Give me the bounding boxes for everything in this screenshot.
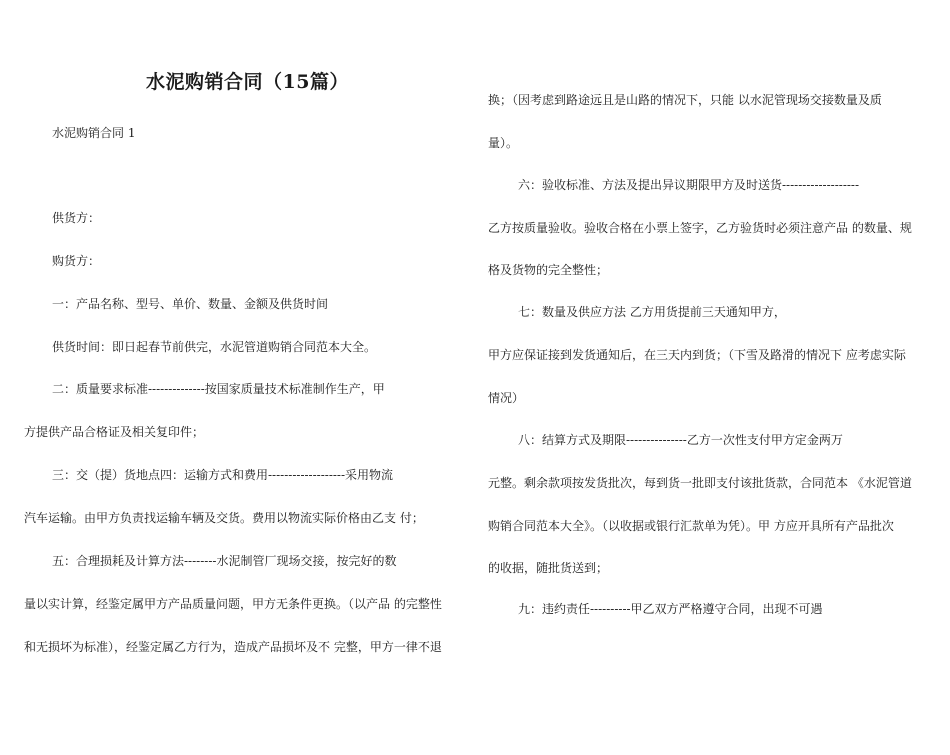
clause-6-cont-2: 格及货物的完全整性； xyxy=(488,263,609,277)
supplier-line: 供货方： xyxy=(52,211,101,225)
clause-8-cont-3: 的收据，随批货送到； xyxy=(488,561,609,575)
clause-3-4: 三：交（提）货地点四：运输方式和费用-------------------采用物流 xyxy=(52,468,394,482)
clause-7-cont-2: 情况） xyxy=(488,391,525,405)
clause-2-cont: 方提供产品合格证及相关复印件； xyxy=(24,425,205,439)
clause-6-cont-1: 乙方按质量验收。验收合格在小票上签字，乙方验货时必须注意产品 的数量、规 xyxy=(488,221,912,235)
document-title: 水泥购销合同（15篇） xyxy=(146,71,349,93)
clause-5-cont-4: 量）。 xyxy=(488,136,519,150)
clause-8: 八：结算方式及期限---------------乙方一次性支付甲方定金两万 xyxy=(518,433,843,447)
clause-9: 九：违约责任----------甲乙双方严格遵守合同，出现不可遇 xyxy=(518,602,823,616)
clause-5-cont-3: 换；（因考虑到路途远且是山路的情况下，只能 以水泥管现场交接数量及质 xyxy=(488,93,882,107)
clause-7: 七：数量及供应方法 乙方用货提前三天通知甲方， xyxy=(518,305,786,319)
clause-2: 二：质量要求标准--------------按国家质量技术标准制作生产，甲 xyxy=(52,382,385,396)
clause-8-cont-1: 元整。剩余款项按发货批次，每到货一批即支付该批货款，合同范本 《水泥管道 xyxy=(488,476,912,490)
clause-5-cont-2: 和无损坏为标准），经鉴定属乙方行为，造成产品损坏及不 完整，甲方一律不退 xyxy=(24,640,442,654)
clause-8-cont-2: 购销合同范本大全》。（以收据或银行汇款单为凭）。甲 方应开具所有产品批次 xyxy=(488,519,894,533)
clause-7-cont-1: 甲方应保证接到发货通知后，在三天内到货；（下雪及路滑的情况下 应考虑实际 xyxy=(488,348,906,362)
clause-3-4-cont: 汽车运输。由甲方负责找运输车辆及交货。费用以物流实际价格由乙支 付； xyxy=(24,511,424,525)
clause-1: 一：产品名称、型号、单价、数量、金额及供货时间 xyxy=(52,297,329,311)
clause-5-cont-1: 量以实计算，经鉴定属甲方产品质量问题，甲方无条件更换。（以产品 的完整性 xyxy=(24,597,442,611)
supply-time-line: 供货时间：即日起春节前供完，水泥管道购销合同范本大全。 xyxy=(52,340,377,354)
clause-6: 六：验收标准、方法及提出异议期限甲方及时送货------------------- xyxy=(518,178,860,192)
contract-heading-1: 水泥购销合同 1 xyxy=(52,126,136,140)
buyer-line: 购货方： xyxy=(52,254,101,268)
clause-5: 五：合理损耗及计算方法--------水泥制管厂现场交接，按完好的数 xyxy=(52,554,397,568)
